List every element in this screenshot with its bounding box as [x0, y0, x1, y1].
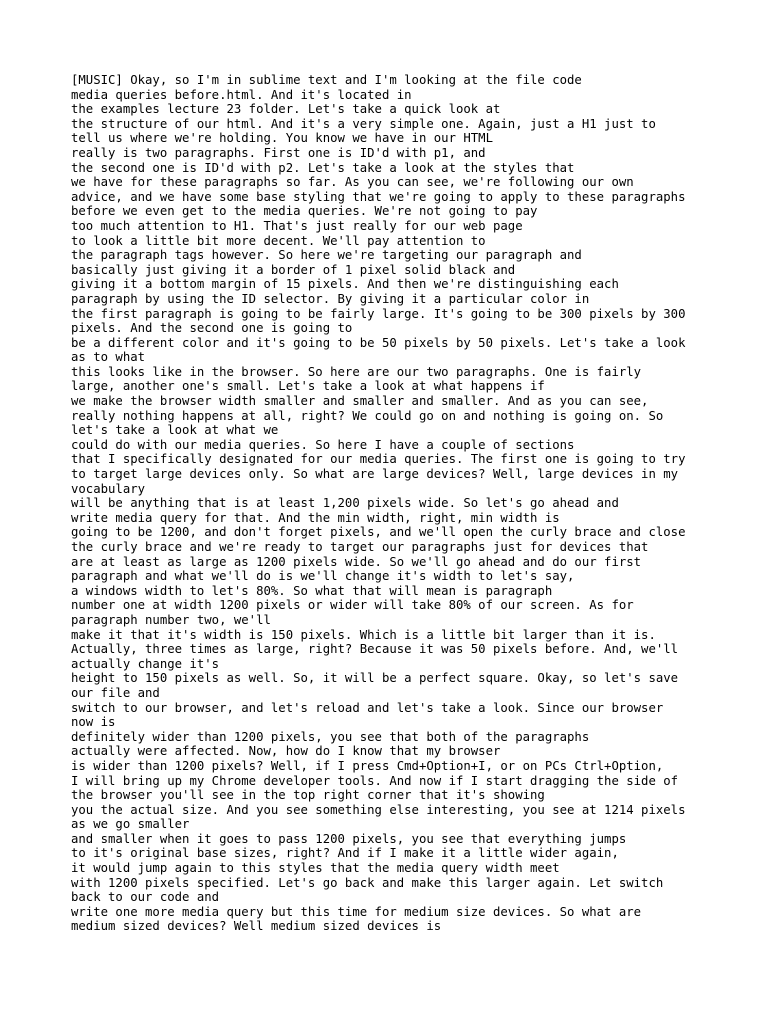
transcript-line: giving it a bottom margin of 15 pixels. And then we're distinguishing each [71, 277, 619, 292]
transcript-line: the first paragraph is going to be fairly large. It's going to be 300 pixels by 300 [71, 306, 686, 321]
transcript-line: height to 150 pixels as well. So, it will be a perfect square. Okay, so let's save [71, 671, 679, 686]
transcript-line: write media query for that. And the min width, right, min width is [71, 510, 560, 525]
transcript-line: a windows width to let's 80%. So what that will mean is paragraph [71, 583, 553, 598]
transcript-line: before we even get to the media queries. We're not going to pay [71, 204, 538, 219]
transcript-line: now is [71, 715, 116, 730]
transcript-line: that I specifically designated for our media queries. The first one is going to try [71, 452, 686, 467]
transcript-line: too much attention to H1. That's just really for our web page [71, 218, 523, 233]
transcript-line: the structure of our html. And it's a very simple one. Again, just a H1 just to [71, 116, 656, 131]
transcript-line: paragraph and what we'll do is we'll change it's width to let's say, [71, 569, 575, 584]
transcript-line: switch to our browser, and let's reload and let's take a look. Since our browser [71, 700, 664, 715]
transcript-page [71, 73, 711, 934]
transcript-line: pixels. And the second one is going to [71, 321, 353, 336]
transcript-line: medium sized devices? Well medium sized devices is [71, 919, 442, 934]
transcript-line: vocabulary [71, 481, 146, 496]
transcript-line: really nothing happens at all, right? We could go on and nothing is going on. So [71, 408, 664, 423]
transcript-line: paragraph by using the ID selector. By giving it a particular color in [71, 291, 590, 306]
transcript-line: the browser you'll see in the top right corner that it's showing [71, 788, 545, 803]
transcript-line: as we go smaller [71, 817, 190, 832]
transcript-line: tell us where we're holding. You know we have in our HTML [71, 131, 493, 146]
transcript-line: is wider than 1200 pixels? Well, if I press Cmd+Option+I, or on PCs Ctrl+Option, [71, 758, 664, 773]
transcript-line: Actually, three times as large, right? Because it was 50 pixels before. And, we'll [71, 642, 679, 657]
transcript-line: advice, and we have some base styling that we're going to apply to these paragraphs [71, 189, 686, 204]
transcript-line: with 1200 pixels specified. Let's go back and make this larger again. Let switch [71, 875, 664, 890]
transcript-line: could do with our media queries. So here I have a couple of sections [71, 437, 575, 452]
transcript-line: the second one is ID'd with p2. Let's take a look at the styles that [71, 160, 575, 175]
transcript-line: media queries before.html. And it's located in [71, 87, 412, 102]
transcript-line: this looks like in the browser. So here are our two paragraphs. One is fairly [71, 364, 642, 379]
transcript-line: the paragraph tags however. So here we're targeting our paragraph and [71, 248, 582, 263]
transcript-line: to target large devices only. So what are large devices? Well, large devices in my [71, 467, 679, 482]
transcript-line: we make the browser width smaller and smaller and smaller. And as you can see, [71, 394, 649, 409]
transcript-line: definitely wider than 1200 pixels, you see that both of the paragraphs [71, 729, 590, 744]
transcript-line: and smaller when it goes to pass 1200 pixels, you see that everything jumps [71, 831, 627, 846]
transcript-line: you the actual size. And you see something else interesting, you see at 1214 pixels [71, 802, 686, 817]
transcript-line: it would jump again to this styles that the media query width meet [71, 861, 560, 876]
transcript-line: large, another one's small. Let's take a look at what happens if [71, 379, 545, 394]
transcript-line: be a different color and it's going to be 50 pixels by 50 pixels. Let's take a look [71, 335, 686, 350]
transcript-line: we have for these paragraphs so far. As you can see, we're following our own [71, 175, 634, 190]
transcript-line: are at least as large as 1200 pixels wide. So we'll go ahead and do our first [71, 554, 642, 569]
transcript-line: [MUSIC] Okay, so I'm in sublime text and I'm looking at the file code [71, 73, 582, 87]
transcript-line: as to what [71, 350, 146, 365]
transcript-line: will be anything that is at least 1,200 pixels wide. So let's go ahead and [71, 496, 619, 511]
transcript-line: to look a little bit more decent. We'll pay attention to [71, 233, 486, 248]
transcript-line: back to our code and [71, 890, 220, 905]
transcript-line: going to be 1200, and don't forget pixels, and we'll open the curly brace and close [71, 525, 686, 540]
transcript-line: really is two paragraphs. First one is ID'd with p1, and [71, 145, 486, 160]
transcript-line: our file and [71, 685, 160, 700]
transcript-line: actually change it's [71, 656, 220, 671]
transcript-line: to it's original base sizes, right? And if I make it a little wider again, [71, 846, 619, 861]
transcript-line: write one more media query but this time for medium size devices. So what are [71, 904, 642, 919]
transcript-line: paragraph number two, we'll [71, 612, 271, 627]
transcript-line: basically just giving it a border of 1 pixel solid black and [71, 262, 516, 277]
transcript-line: actually were affected. Now, how do I know that my browser [71, 744, 501, 759]
transcript-line: I will bring up my Chrome developer tools. And now if I start dragging the side of [71, 773, 679, 788]
transcript-line: number one at width 1200 pixels or wider will take 80% of our screen. As for [71, 598, 634, 613]
transcript-line: the curly brace and we're ready to target our paragraphs just for devices that [71, 540, 649, 554]
transcript-line: the examples lecture 23 folder. Let's take a quick look at [71, 102, 501, 117]
transcript-line: let's take a look at what we [71, 423, 279, 438]
transcript-line: make it that it's width is 150 pixels. Which is a little bit larger than it is. [71, 627, 656, 642]
